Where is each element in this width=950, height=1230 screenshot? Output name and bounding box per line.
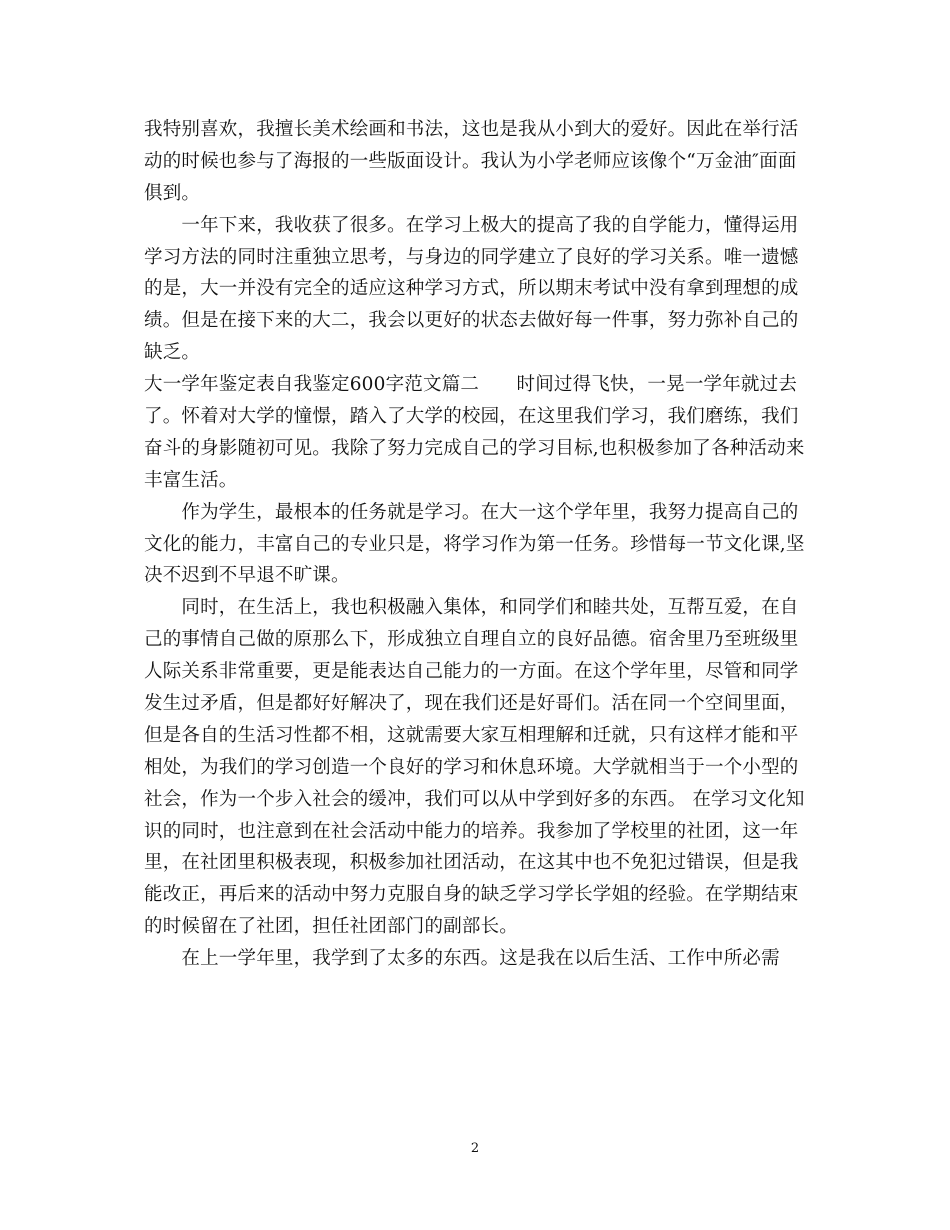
text-line: 奋斗的身影随初可见。我除了努力完成自己的学习目标,也积极参加了各种活动来 bbox=[144, 437, 805, 459]
text-line: 发生过矛盾，但是都好好解决了，现在我们还是好哥们。活在同一个空间里面， bbox=[144, 693, 799, 715]
text-line: 的时候留在了社团，担任社团部门的副部长。 bbox=[144, 916, 519, 938]
text-line: 一年下来，我收获了很多。在学习上极大的提高了我的自学能力，懂得运用 bbox=[144, 214, 799, 236]
text-line: 人际关系非常重要，更是能表达自己能力的一方面。在这个学年里，尽管和同学 bbox=[144, 661, 799, 683]
text-line: 社会，作为一个步入社会的缓冲，我们可以从中学到好多的东西。 在学习文化知 bbox=[144, 788, 805, 810]
text-line: 绩。但是在接下来的大二，我会以更好的状态去做好每一件事，努力弥补自己的 bbox=[144, 310, 799, 332]
text-line: 文化的能力，丰富自己的专业只是，将学习作为第一任务。珍惜每一节文化课,坚 bbox=[144, 533, 805, 555]
section-heading-line: 大一学年鉴定表自我鉴定600字范文篇二 时间过得飞快，一晃一学年就过去 bbox=[144, 374, 798, 396]
text-line: 丰富生活。 bbox=[144, 469, 238, 491]
text-line: 己的事情自己做的原那么下，形成独立自理自立的良好品德。宿舍里乃至班级里 bbox=[144, 629, 799, 651]
text-line: 动的时候也参与了海报的一些版面设计。我认为小学老师应该像个“万金油″面面 bbox=[144, 150, 797, 172]
text-line: 了。怀着对大学的憧憬，踏入了大学的校园，在这里我们学习，我们磨练，我们 bbox=[144, 406, 799, 428]
text-line: 决不迟到不早退不旷课。 bbox=[144, 565, 350, 587]
text-line: 相处，为我们的学习创造一个良好的学习和休息环境。大学就相当于一个小型的 bbox=[144, 756, 799, 778]
text-line: 作为学生，最根本的任务就是学习。在大一这个学年里，我努力提高自己的 bbox=[144, 501, 799, 523]
text-line: 能改正，再后来的活动中努力克服自身的缺乏学习学长学姐的经验。在学期结束 bbox=[144, 884, 799, 906]
body-text bbox=[144, 114, 808, 975]
text-line: 的是，大一并没有完全的适应这种学习方式，所以期末考试中没有拿到理想的成 bbox=[144, 278, 799, 300]
text-line: 但是各自的生活习性都不相，这就需要大家互相理解和迁就，只有这样才能和平 bbox=[144, 724, 799, 746]
text-line: 俱到。 bbox=[144, 182, 201, 204]
text-line: 里，在社团里积极表现，积极参加社团活动，在这其中也不免犯过错误，但是我 bbox=[144, 852, 799, 874]
text-line: 识的同时，也注意到在社会活动中能力的培养。我参加了学校里的社团，这一年 bbox=[144, 820, 799, 842]
text-line: 学习方法的同时注重独立思考，与身边的同学建立了良好的学习关系。唯一遗憾 bbox=[144, 246, 799, 268]
text-line: 在上一学年里，我学到了太多的东西。这是我在以后生活、工作中所必需 bbox=[144, 948, 780, 970]
text-line: 我特别喜欢，我擅长美术绘画和书法，这也是我从小到大的爱好。因此在举行活 bbox=[144, 119, 799, 140]
page-number: 2 bbox=[470, 1141, 480, 1156]
text-line: 同时，在生活上，我也积极融入集体，和同学们和睦共处，互帮互爱，在自 bbox=[144, 597, 799, 619]
text-line: 缺乏。 bbox=[144, 342, 201, 364]
